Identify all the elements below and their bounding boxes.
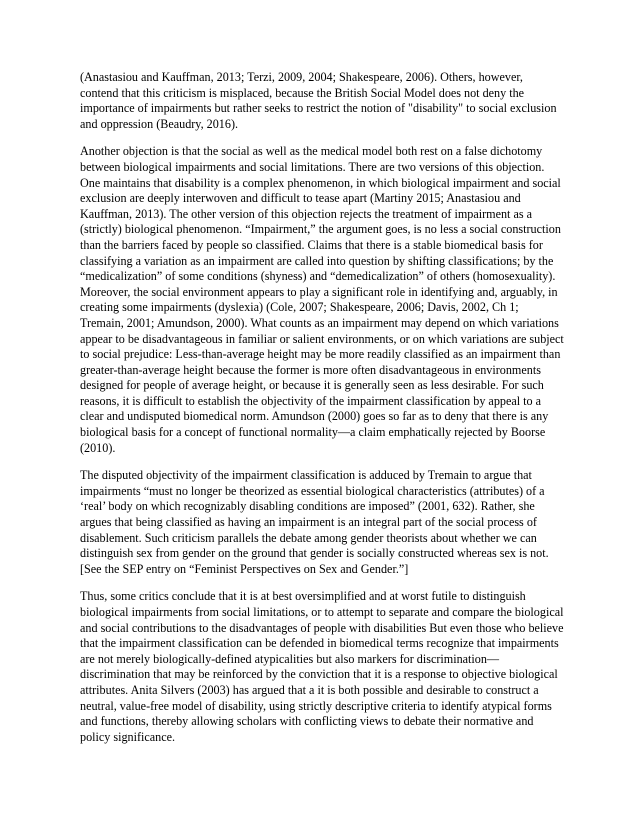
document-page [80, 70, 564, 757]
paragraph-2: Another objection is that the social as well as the medical model both rest on a false dichotomy between biological impairments and social limitations. There are two versions of this objection. One maintains that disability is a complex phenomenon, in which biological impairment and social exclusion are deeply interwoven and difficult to tease apart (Martiny 2015; Anastasiou and Kauffman, 2013). The other version of this objection rejects the treatment of impairment as a (strictly) biological phenomenon. “Impairment,” the argument goes, is no less a social construction than the barriers faced by people so classified. Claims that there is a stable biomedical basis for classifying a variation as an impairment are called into question by shifting classifications; by the “medicalization” of some conditions (shyness) and “demedicalization” of others (homosexuality). Moreover, the social environment appears to play a significant role in identifying and, arguably, in creating some impairments (dyslexia) (Cole, 2007; Shakespeare, 2006; Davis, 2002, Ch 1; Tremain, 2001; Amundson, 2000). What counts as an impairment may depend on which variations appear to be disadvantageous in familiar or salient environments, or on which variations are subject to social prejudice: Less-than-average height may be more readily classified as an impairment than greater-than-average height because the former is more often disadvantageous in environments designed for people of average height, or because it is generally seen as less desirable. For such reasons, it is difficult to establish the objectivity of the impairment classification by appeal to a clear and undisputed biomedical norm. Amundson (2000) goes so far as to deny that there is any biological basis for a concept of functional normality—a claim emphatically rejected by Boorse (2010). [80, 144, 564, 455]
paragraph-3: The disputed objectivity of the impairment classification is adduced by Tremain to argue that impairments “must no longer be theorized as essential biological characteristics (attributes) of a ‘real’ body on which recognizably disabling conditions are imposed” (2001, 632). Rather, she argues that being classified as having an impairment is an integral part of the social process of disablement. Such criticism parallels the debate among gender theorists about whether we can distinguish sex from gender on the ground that gender is socially constructed whereas sex is not. [See the SEP entry on “Feminist Perspectives on Sex and Gender.”] [80, 468, 549, 576]
paragraph-1: (Anastasiou and Kauffman, 2013; Terzi, 2009, 2004; Shakespeare, 2006). Others, however, contend that this criticism is misplaced, because the British Social Model does not deny the importance of impairments but rather seeks to restrict the notion of "disability" to social exclusion and oppression (Beaudry, 2016). [80, 70, 557, 131]
paragraph-4: Thus, some critics conclude that it is at best oversimplified and at worst futile to distinguish biological impairments from social limitations, or to attempt to separate and compare the biological and social contributions to the disadvantages of people with disabilities But even those who believe that the impairment classification can be defended in biomedical terms recognize that impairments are not merely biologically-defined atypicalities but also markers for discrimination—discrimination that may be reinforced by the conviction that it is a response to objective biological attributes. Anita Silvers (2003) has argued that a it is both possible and desirable to construct a neutral, value-free model of disability, using strictly descriptive criteria to identify atypical forms and functions, thereby allowing scholars with conflicting views to debate their normative and policy significance. [80, 589, 564, 744]
